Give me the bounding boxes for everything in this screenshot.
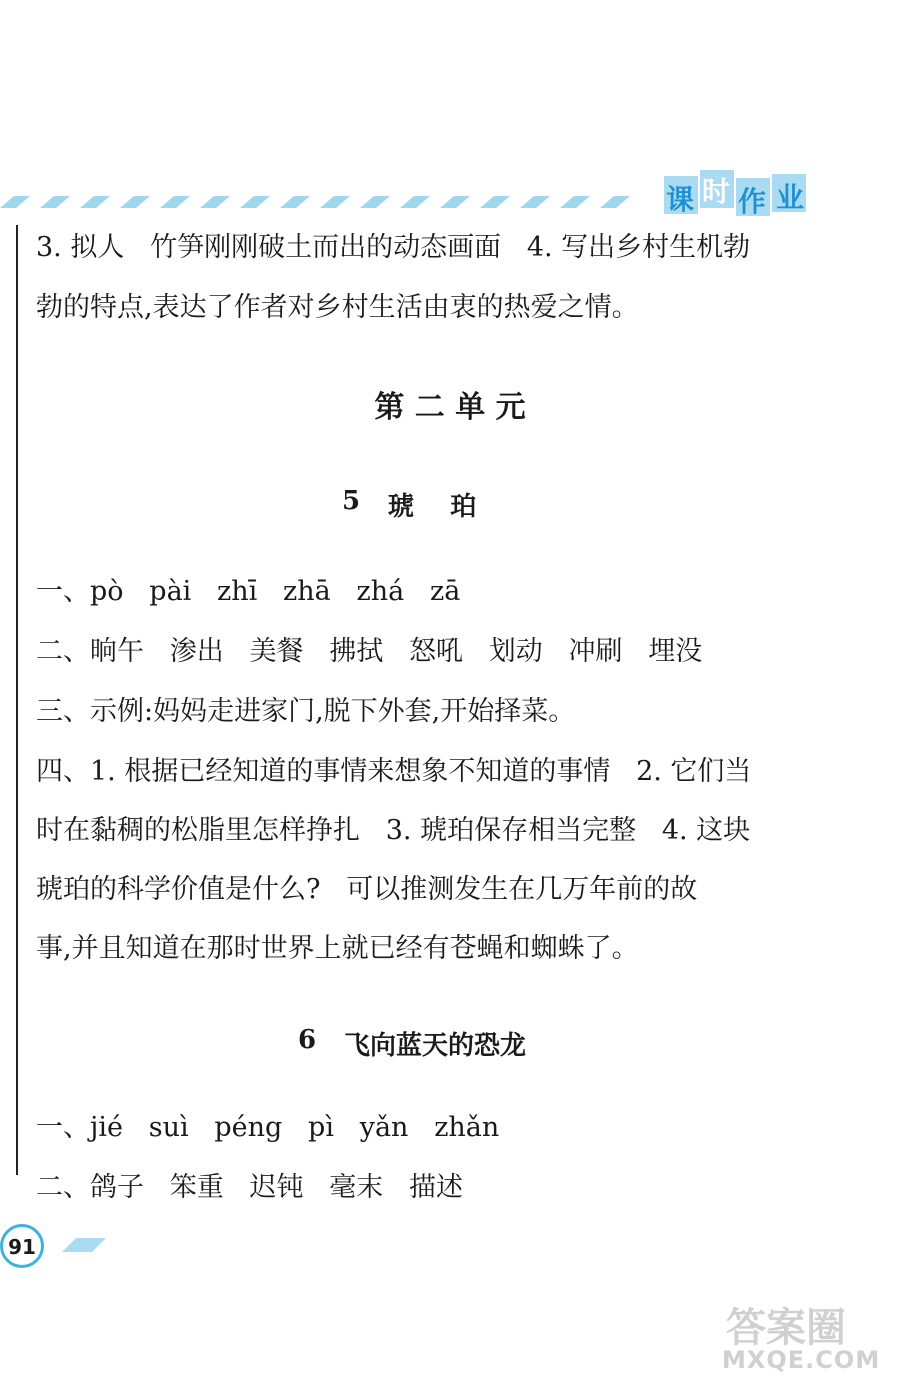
answer-line: 时在黏稠的松脂里怎样挣扎 3. 琥珀保存相当完整 4. 这块 bbox=[36, 815, 751, 846]
answer-line: 琥珀的科学价值是什么? 可以推测发生在几万年前的故 bbox=[36, 874, 698, 905]
watermark-logo-text: 答案圈 bbox=[726, 1305, 846, 1351]
page-number-stripe bbox=[62, 1238, 106, 1252]
answer-line: 二、晌午 渗出 美餐 拂拭 怒吼 划动 冲刷 埋没 bbox=[36, 636, 703, 667]
header-badge-char: 作 bbox=[738, 185, 767, 218]
watermark-url: MXQE.COM bbox=[722, 1346, 881, 1374]
answer-line: 二、鸽子 笨重 迟钝 毫末 描述 bbox=[36, 1172, 463, 1203]
unit-title: 第 二 单 元 bbox=[374, 390, 526, 425]
watermark bbox=[720, 1296, 890, 1376]
answer-line: 一、pò pài zhī zhā zhá zā bbox=[36, 576, 461, 607]
header-dash-band bbox=[0, 194, 650, 212]
answer-line: 勃的特点,表达了作者对乡村生活由衷的热爱之情。 bbox=[36, 292, 639, 323]
answer-line: 3. 拟人 竹笋刚刚破土而出的动态画面 4. 写出乡村生机勃 bbox=[36, 232, 751, 263]
lesson-number: 5 bbox=[342, 486, 361, 516]
answer-line: 事,并且知道在那时世界上就已经有苍蝇和蜘蛛了。 bbox=[36, 933, 639, 964]
page-number: 91 bbox=[0, 1224, 44, 1268]
lesson-number: 6 bbox=[298, 1025, 317, 1055]
answer-line: 四、1. 根据已经知道的事情来想象不知道的事情 2. 它们当 bbox=[36, 756, 752, 787]
header-badge-char: 业 bbox=[776, 181, 805, 214]
header-badge-char: 时 bbox=[702, 175, 731, 208]
lesson-title: 琥 珀 bbox=[388, 492, 477, 522]
answer-line: 一、jié suì péng pì yǎn zhǎn bbox=[36, 1112, 500, 1143]
answer-line: 三、示例:妈妈走进家门,脱下外套,开始择菜。 bbox=[36, 696, 576, 727]
lesson-title: 飞向蓝天的恐龙 bbox=[344, 1031, 527, 1061]
header-badge bbox=[662, 168, 812, 218]
left-margin-rule bbox=[16, 225, 18, 1175]
header-badge-char: 课 bbox=[666, 183, 695, 216]
